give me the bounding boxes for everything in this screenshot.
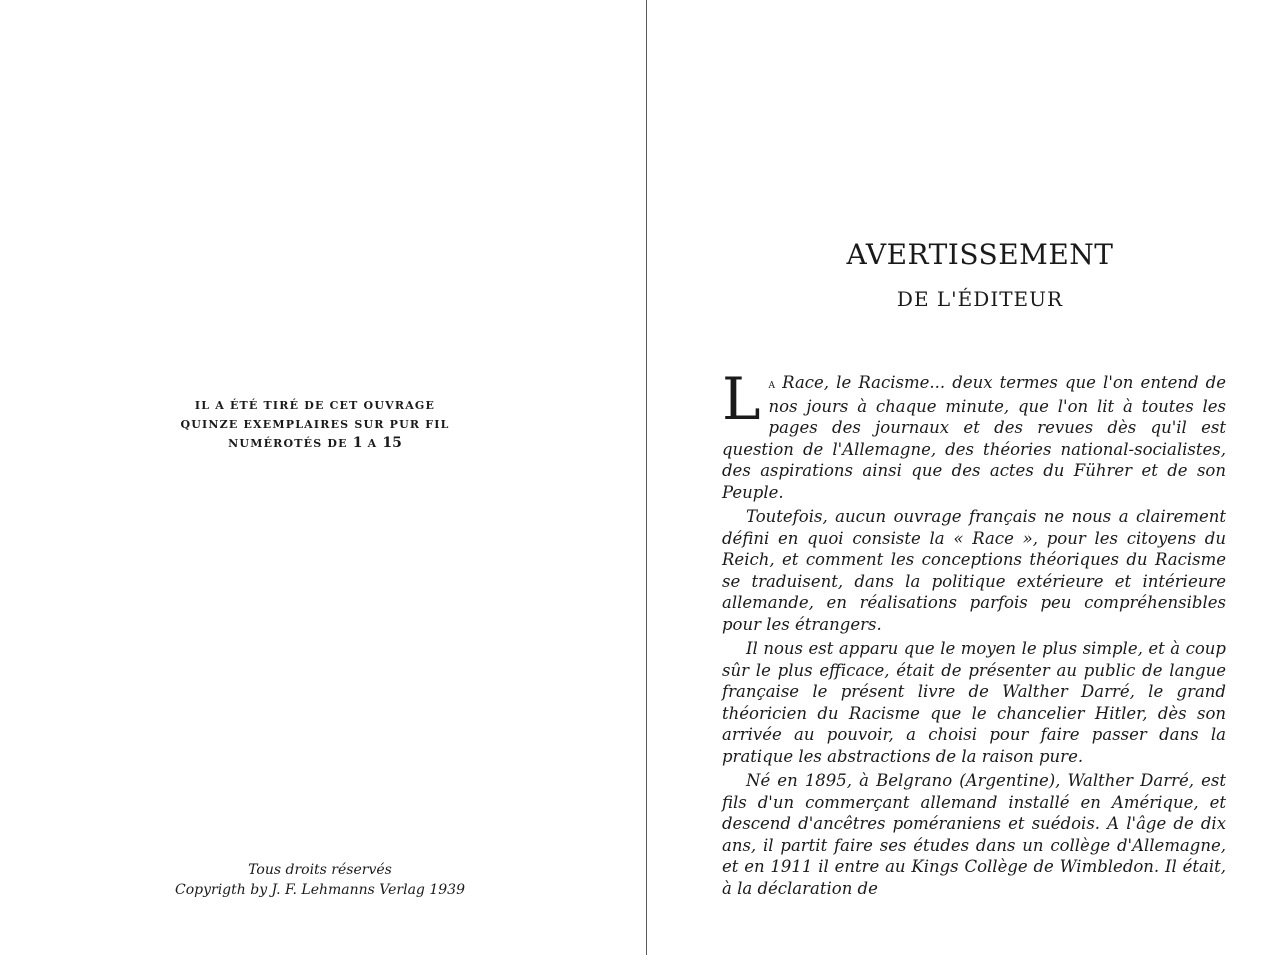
copy-number-end: 15 [382, 435, 402, 451]
first-word: a [768, 377, 776, 392]
limited-edition-text: NUMÉROTÉS DE [228, 437, 353, 450]
body-text [722, 365, 1226, 902]
book-gutter [646, 0, 647, 955]
page-title: AVERTISSEMENT [846, 238, 1114, 271]
right-page [650, 0, 1280, 955]
limited-edition-line: QUINZE EXEMPLAIRES SUR PUR FIL [180, 418, 450, 431]
copyright-notice [140, 860, 500, 900]
page-subtitle: DE L'ÉDITEUR [896, 287, 1064, 311]
limited-edition-line: IL A ÉTÉ TIRÉ DE CET OUVRAGE [194, 399, 436, 412]
copy-number-start: 1 [352, 435, 363, 451]
copyright-line: Copyrigth by J. F. Lehmanns Verlag 1939 [175, 882, 465, 898]
paragraph: Né en 1895, à Belgrano (Argentine), Walther Darré, est fils d'un commerçant allemand installé en Amérique, et descend d'ancêtres poméraniens et suédois. A l'âge de dix ans, il partit faire ses études dans un collège d'Allemagne, et en 1911 il entre au Kings Collège de Wimbledon. Il était, à la déclaration de [722, 771, 1226, 898]
limited-edition-notice [170, 396, 460, 453]
paragraph-text: Race, le Racisme... deux termes que l'on entend de nos jours à chaque minute, que l'on lit à toutes les pages des journaux et des revues dès qu'il est question de l'Allemagne, des théories national-socialistes, des aspirations ainsi que des actes du Führer et de son Peuple. [722, 373, 1226, 502]
drop-cap: L [722, 365, 761, 433]
paragraph: Toutefois, aucun ouvrage français ne nous a clairement défini en quoi consiste la « Race », pour les citoyens du Reich, et comment les conceptions théoriques du Racisme se traduisent, dans la politique extérieure et intérieure allemande, en réalisations parfois peu compréhensibles pour les étrangers. [722, 507, 1226, 634]
limited-edition-line [170, 434, 460, 453]
rights-reserved: Tous droits réservés [248, 862, 392, 878]
paragraph [722, 365, 1226, 503]
paragraph: Il nous est apparu que le moyen le plus simple, et à coup sûr le plus efficace, était de présenter au public de langue française le présent livre de Walther Darré, le grand théoricien du Racisme que le chancelier Hitler, dès son arrivée au pouvoir, a choisi pour faire passer dans la pratique les abstractions de la raison pure. [722, 639, 1226, 766]
limited-edition-text: A [362, 437, 383, 450]
